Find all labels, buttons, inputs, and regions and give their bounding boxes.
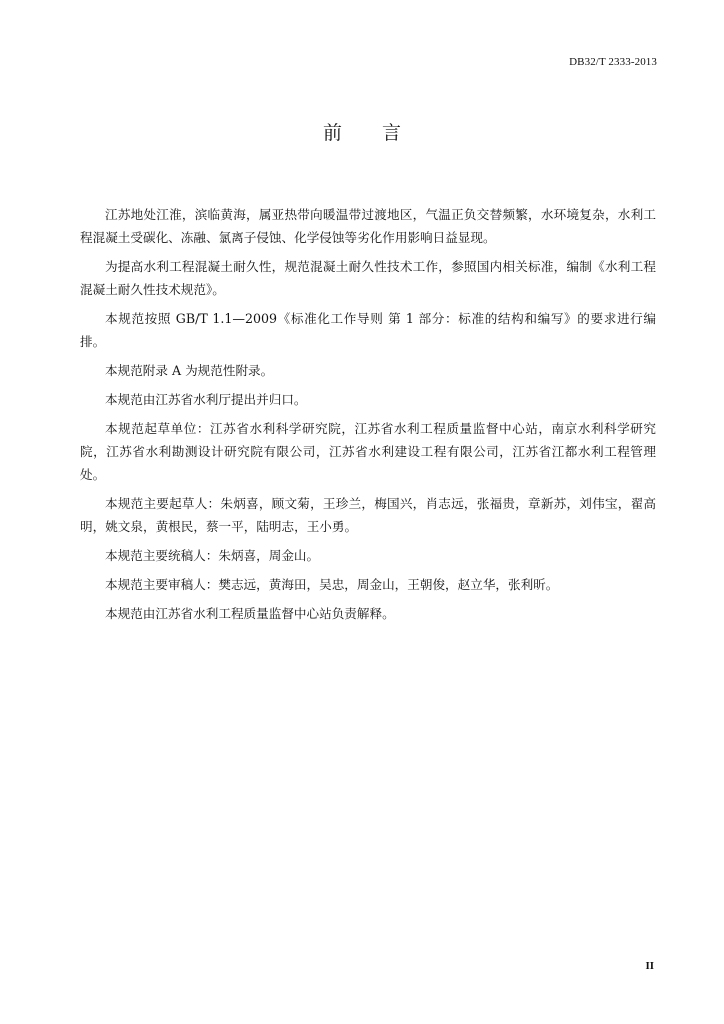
paragraph-editors: 本规范主要统稿人：朱炳喜，周金山。 [105, 548, 320, 563]
document-code: DB32/T 2333-2013 [569, 56, 657, 68]
paragraph-drafters: 本规范主要起草人：朱炳喜，顾文菊，王珍兰，梅国兴，肖志远，张福贵，章新苏，刘伟宝，翟高明，姚文泉，黄根民，蔡一平，陆明志，王小勇。 [80, 496, 656, 534]
paragraph-format: 本规范按照 GB/T 1.1—2009《标准化工作导则 第 1 部分：标准的结构和编写》的要求进行编排。 [80, 311, 656, 349]
paragraph-background: 江苏地处江淮，滨临黄海，属亚热带向暖温带过渡地区，气温正负交替频繁，水环境复杂，水利工程混凝土受碳化、冻融、氯离子侵蚀、化学侵蚀等劣化作用影响日益显现。 [80, 207, 656, 245]
paragraph-proposer: 本规范由江苏省水利厅提出并归口。 [105, 392, 307, 407]
paragraph-appendix: 本规范附录 A 为规范性附录。 [105, 363, 274, 378]
page-title: 前言 [322, 122, 441, 144]
paragraph-purpose: 为提高水利工程混凝土耐久性，规范混凝土耐久性技术工作，参照国内相关标准，编制《水利工程混凝土耐久性技术规范》。 [80, 259, 656, 297]
page-number: II [645, 960, 654, 972]
paragraph-reviewers: 本规范主要审稿人：樊志远，黄海田，吴忠，周金山，王朝俊，赵立华，张利昕。 [105, 577, 559, 592]
paragraph-interpretation: 本规范由江苏省水利工程质量监督中心站负责解释。 [105, 606, 395, 621]
paragraph-drafting-units: 本规范起草单位：江苏省水利科学研究院，江苏省水利工程质量监督中心站，南京水利科学研究院，江苏省水利勘测设计研究院有限公司，江苏省水利建设工程有限公司，江苏省江都水利工程管理处。 [80, 421, 656, 482]
foreword-body [80, 203, 656, 631]
